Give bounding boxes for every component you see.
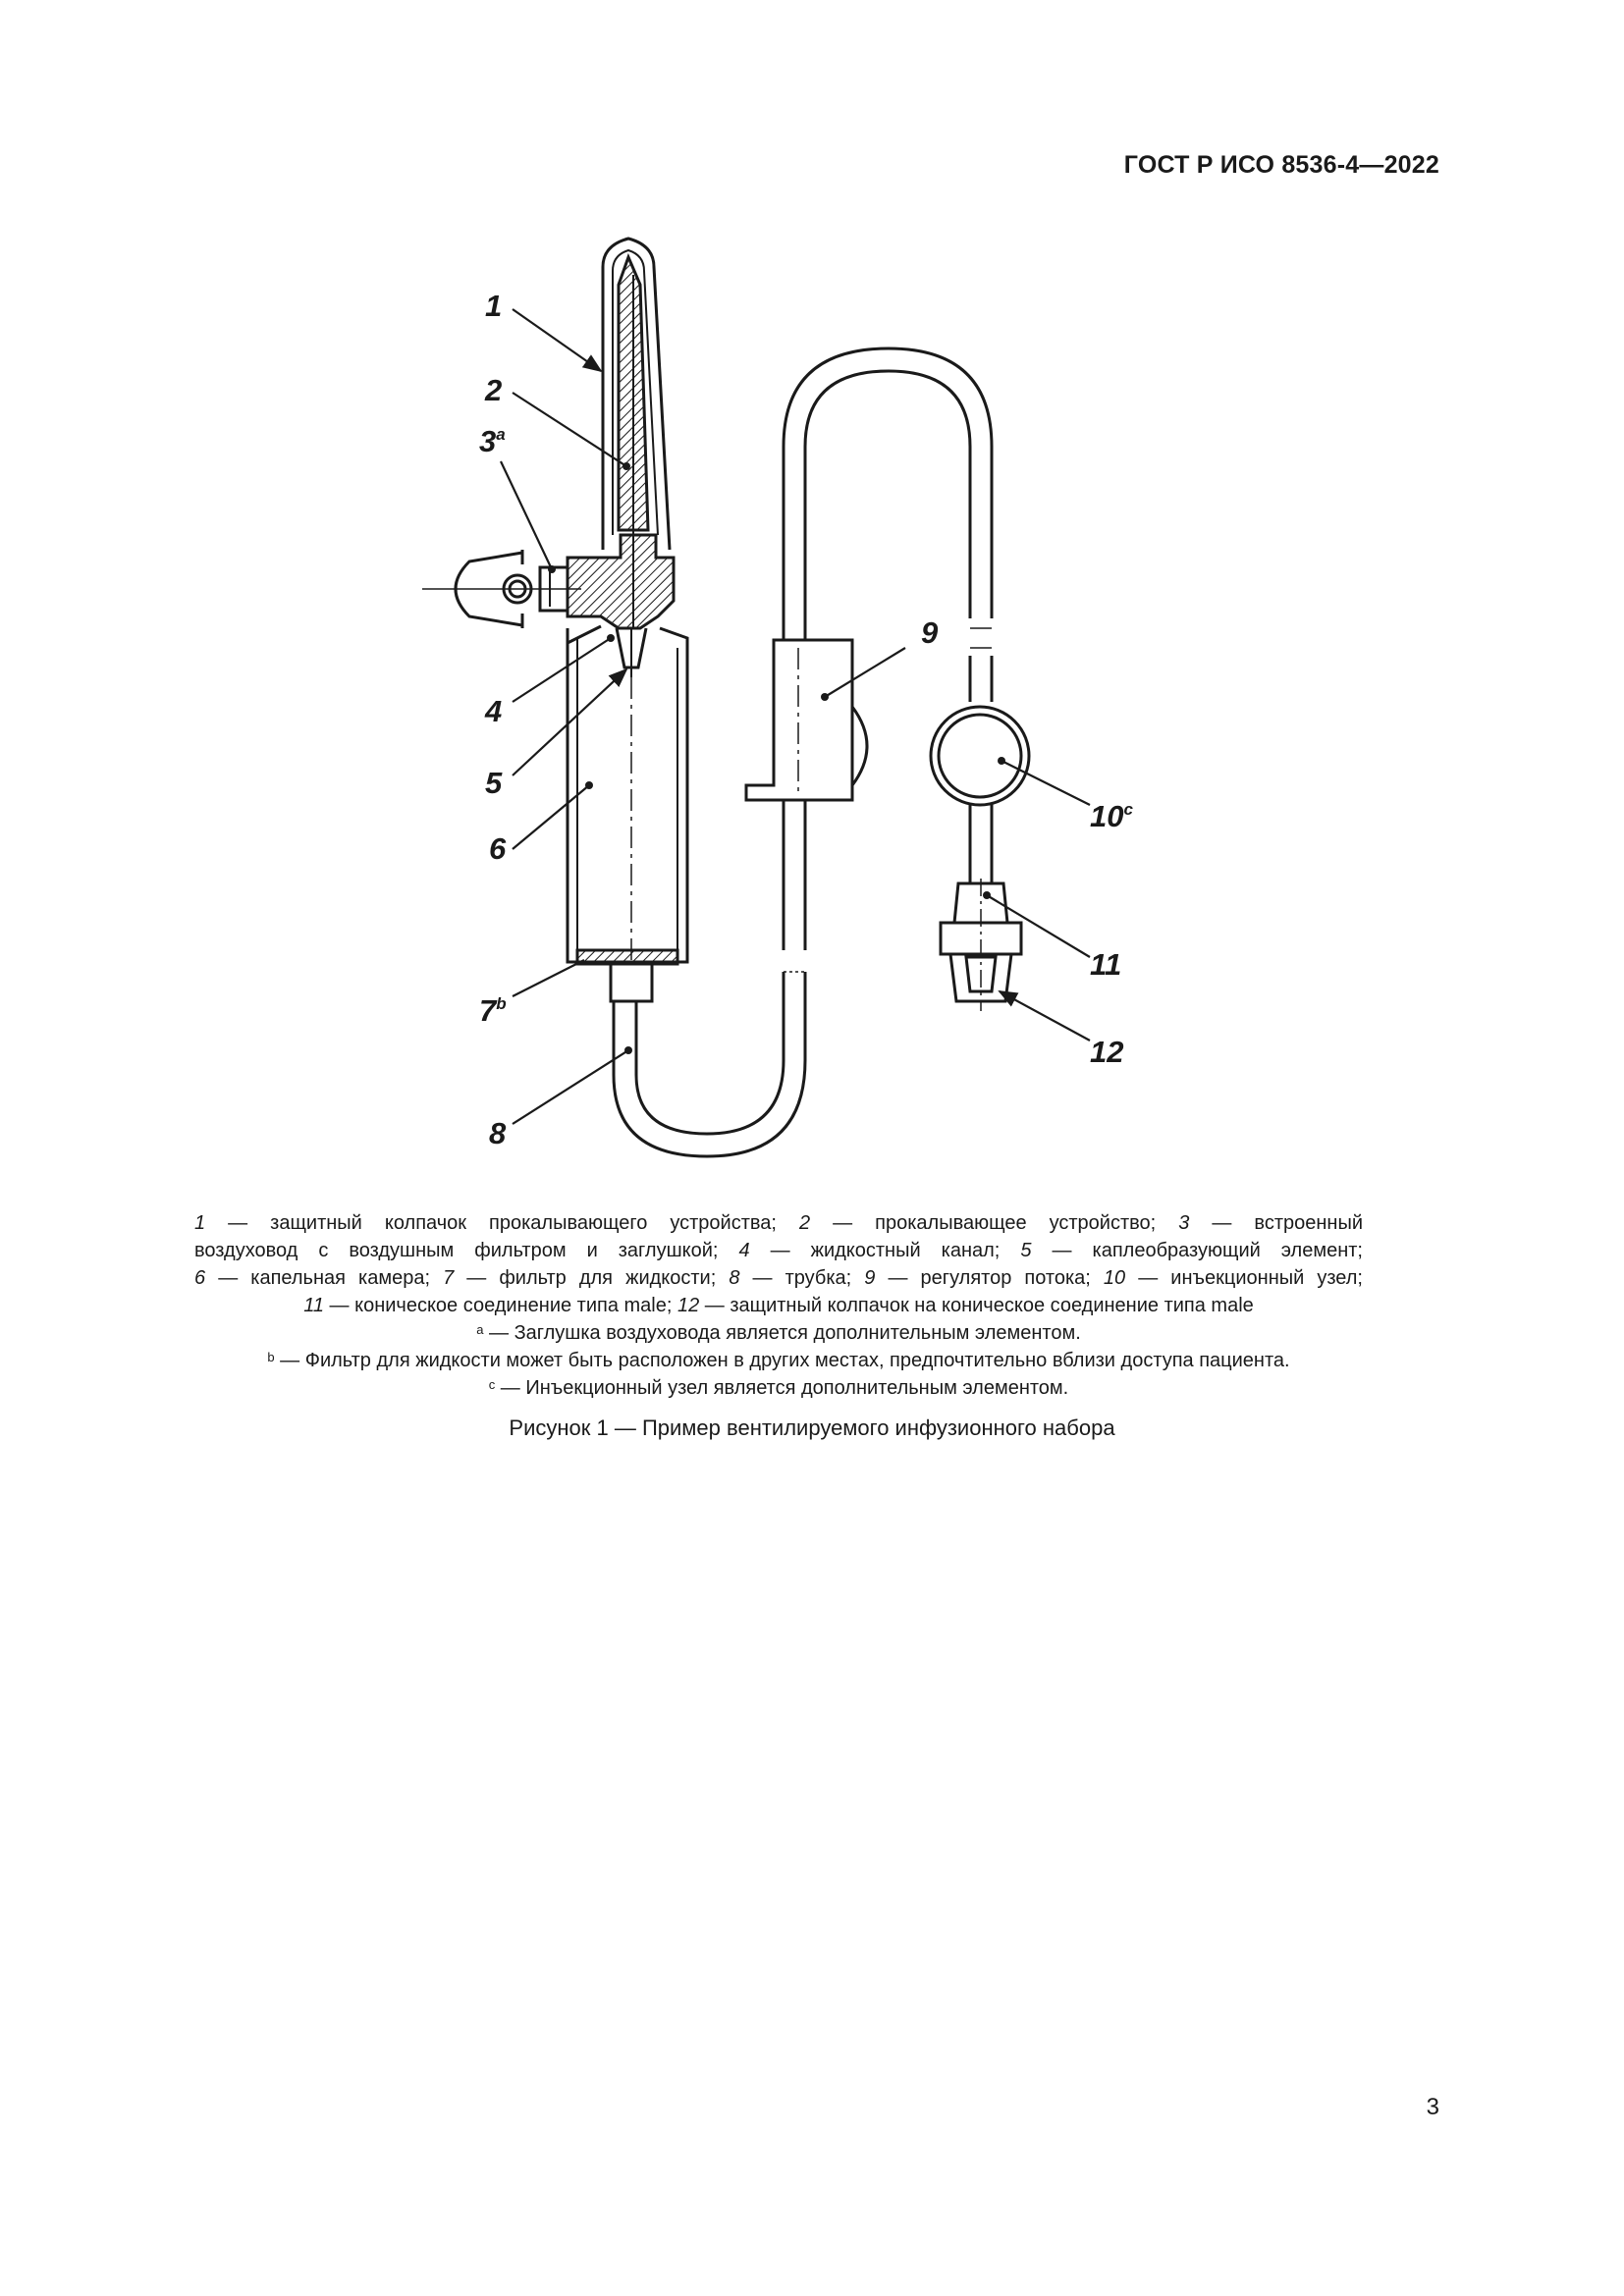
flow-regulator: [746, 640, 867, 800]
legend-line: 11 — коническое соединение типа male; 12 — защитный колпачок на коническое соединение типа male: [303, 1295, 1254, 1316]
drip-chamber: [568, 626, 687, 1001]
page-number: 3: [1426, 2094, 1439, 2120]
footnote-c: $^c$ — Инъекционный узел является дополнительным элементом.: [488, 1377, 1069, 1399]
callout-9: 9: [921, 615, 939, 650]
document-header: ГОСТ Р ИСО 8536-4—2022: [1123, 151, 1439, 179]
legend-line: 6 — капельная камера; 7 — фильтр для жидкости; 8 — трубка; 9 — регулятор потока; 10 — инъекционный узел;: [194, 1267, 1363, 1289]
figure-caption: Рисунок 1 — Пример вентилируемого инфузионного набора: [509, 1415, 1115, 1440]
callout-7: 7$^b$: [479, 993, 507, 1028]
legend-line: воздуховод с воздушным фильтром и заглушкой; 4 — жидкостный канал; 5 — каплеобразующий элемент;: [194, 1240, 1363, 1261]
callout-4: 4: [485, 694, 503, 728]
callout-10: 10$^c$: [1090, 799, 1133, 833]
callout-5: 5: [485, 766, 503, 800]
liquid-filter: [577, 950, 677, 964]
footnote-b: $^b$ — Фильтр для жидкости может быть расположен в других местах, предпочтительно вблизи доступа пациента.: [267, 1350, 1290, 1371]
spike-assembly: [422, 239, 674, 677]
callout-6: 6: [489, 831, 507, 866]
injection-site: [931, 707, 1029, 805]
footnote-a: $^a$ — Заглушка воздуховода является дополнительным элементом.: [476, 1322, 1081, 1344]
legend-line: 1 — защитный колпачок прокалывающего устройства; 2 — прокалывающее устройство; 3 — встроенный: [194, 1212, 1363, 1234]
callout-3: 3$^a$: [479, 424, 506, 458]
callout-12: 12: [1090, 1035, 1124, 1069]
spike-hub: [568, 535, 674, 628]
callout-11: 11: [1090, 947, 1122, 982]
figure-legend: [194, 1209, 1363, 1402]
male-conical-connector: [941, 879, 1021, 1011]
callout-1: 1: [485, 289, 503, 323]
callout-2: 2: [485, 373, 503, 407]
callout-8: 8: [489, 1116, 507, 1150]
